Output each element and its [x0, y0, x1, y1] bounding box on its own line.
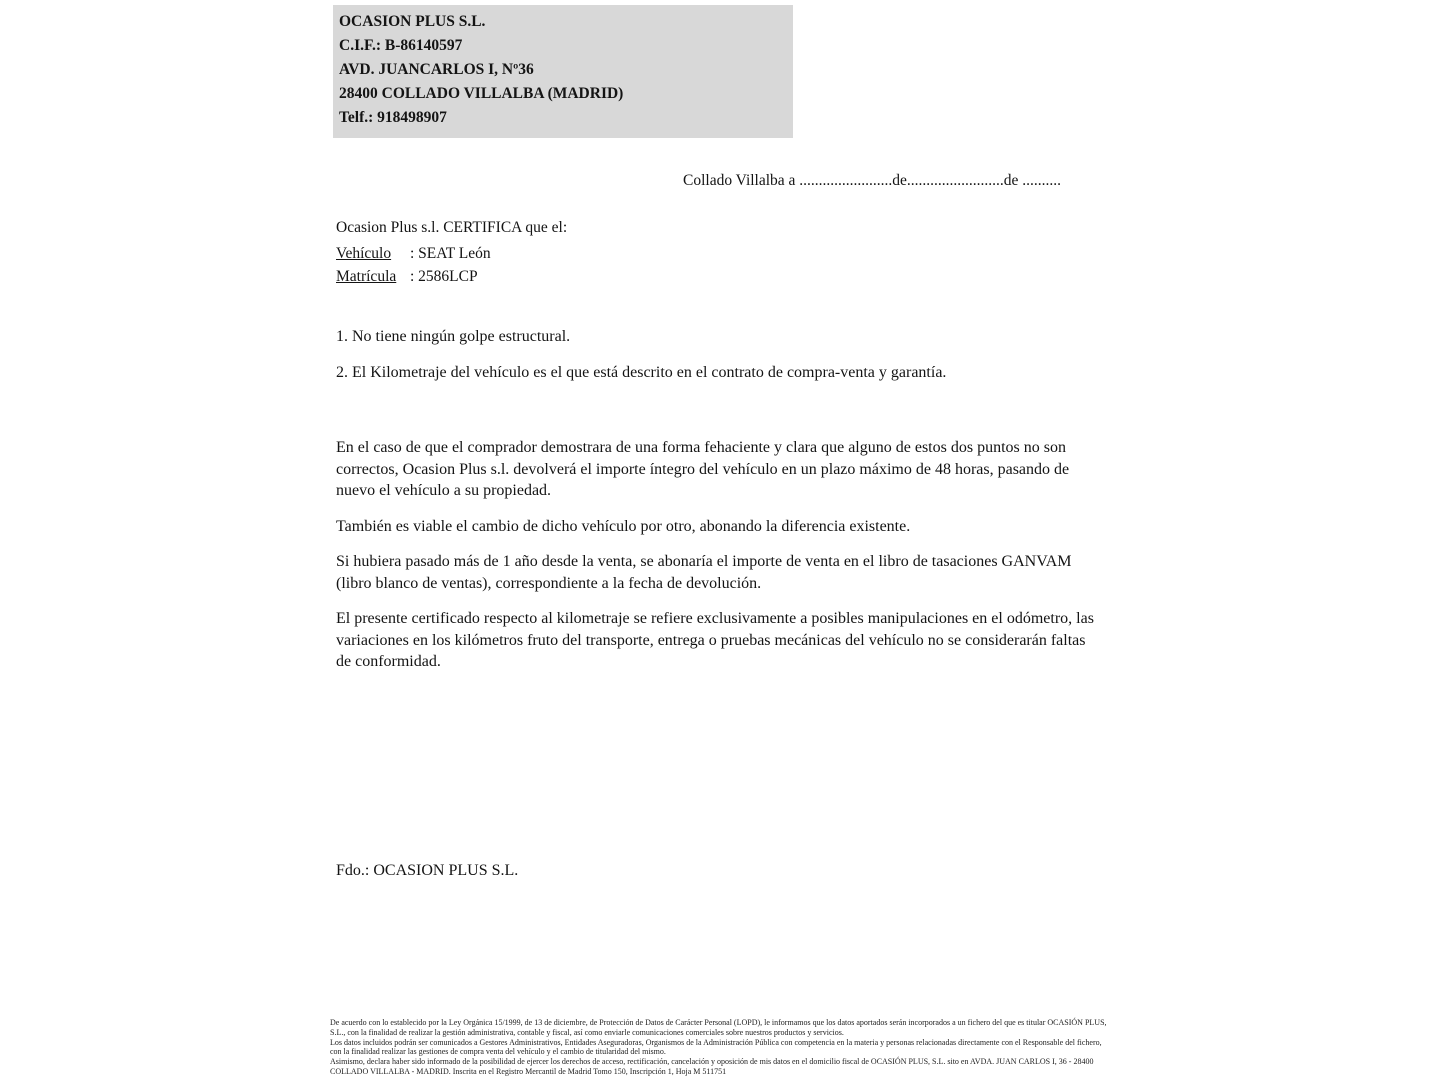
- date-line: Collado Villalba a ........................de.........................de ..........: [683, 172, 1062, 189]
- legal-paragraph-rights: Asimismo, declara haber sido informado de la posibilidad de ejercer los derechos de acceso, rectificación, cancelación y oposición de mis datos en el domicilio fiscal de OCASIÓN PLUS, S.L. sito en AVDA. JUAN CARLOS I, 36 - 28400 COLLADO VILLALBA - MADRID. Inscrita en el Registro Mercantil de Madrid Tomo 150, Inscripción 1, Hoja M 511751: [330, 1057, 1094, 1076]
- paragraph-refund: En el caso de que el comprador demostrara de una forma fehaciente y clara que alguno de estos dos puntos no son correctos, Ocasion Plus s.l. devolverá el importe íntegro del vehículo en un plazo máximo de 48 horas, pasando de nuevo el vehículo a su propiedad.: [336, 439, 1070, 499]
- paragraph-odometer: El presente certificado respecto al kilometraje se refiere exclusivamente a posibles manipulaciones en el odómetro, las variaciones en los kilómetros fruto del transporte, entrega o pruebas mecánicas del vehículo no se considerarán faltas de conformidad.: [336, 610, 1094, 670]
- plate-row: [336, 265, 567, 288]
- company-phone: Telf.: 918498907: [339, 109, 447, 126]
- vehicle-value: : SEAT León: [410, 245, 491, 262]
- point-1: 1. No tiene ningún golpe estructural.: [336, 328, 571, 345]
- signature-line: Fdo.: OCASION PLUS S.L.: [336, 862, 519, 879]
- vehicle-label: Vehículo: [336, 245, 392, 262]
- legal-paragraph-lopd: De acuerdo con lo establecido por la Ley Orgánica 15/1999, de 13 de diciembre, de Protección de Datos de Carácter Personal (LOPD), le informamos que los datos aportados serán incorporados a un fichero del que es titular OCASIÓN PLUS, S.L., con la finalidad de realizar la gestión administrativa, contable y fiscal, así como enviarle comunicaciones comerciales sobre nuestros productos y servicios.: [330, 1018, 1107, 1037]
- vehicle-row: [336, 242, 567, 265]
- certification-block: [336, 216, 567, 288]
- plate-value: : 2586LCP: [410, 268, 478, 285]
- company-name: OCASION PLUS S.L.: [339, 13, 486, 30]
- company-cif: C.I.F.: B-86140597: [339, 37, 463, 54]
- point-2: 2. El Kilometraje del vehículo es el que está descrito en el contrato de compra-venta y garantía.: [336, 364, 947, 381]
- paragraph-ganvam: Si hubiera pasado más de 1 año desde la venta, se abonaría el importe de venta en el libro de tasaciones GANVAM (libro blanco de ventas), correspondiente a la fecha de devolución.: [336, 553, 1072, 592]
- company-city: 28400 COLLADO VILLALBA (MADRID): [339, 85, 624, 102]
- legal-fine-print: [330, 1018, 1112, 1077]
- company-address: AVD. JUANCARLOS I, Nº36: [339, 61, 534, 78]
- legal-paragraph-data-sharing: Los datos incluidos podrán ser comunicados a Gestores Administrativos, Entidades Aseguradoras, Organismos de la Administración Pública con competencia en la materia y personas relacionadas directamente con el Responsable del fichero, con la finalidad realizar las gestiones de compra venta del vehículo y el cambio de titularidad del mismo.: [330, 1037, 1102, 1057]
- certification-intro: Ocasion Plus s.l. CERTIFICA que el:: [336, 219, 568, 236]
- company-header-block: [333, 5, 793, 138]
- body-paragraphs: [336, 437, 1104, 687]
- paragraph-exchange: También es viable el cambio de dicho vehículo por otro, abonando la diferencia existente.: [336, 517, 911, 535]
- plate-label: Matrícula: [336, 268, 397, 285]
- certified-points: [336, 326, 1106, 398]
